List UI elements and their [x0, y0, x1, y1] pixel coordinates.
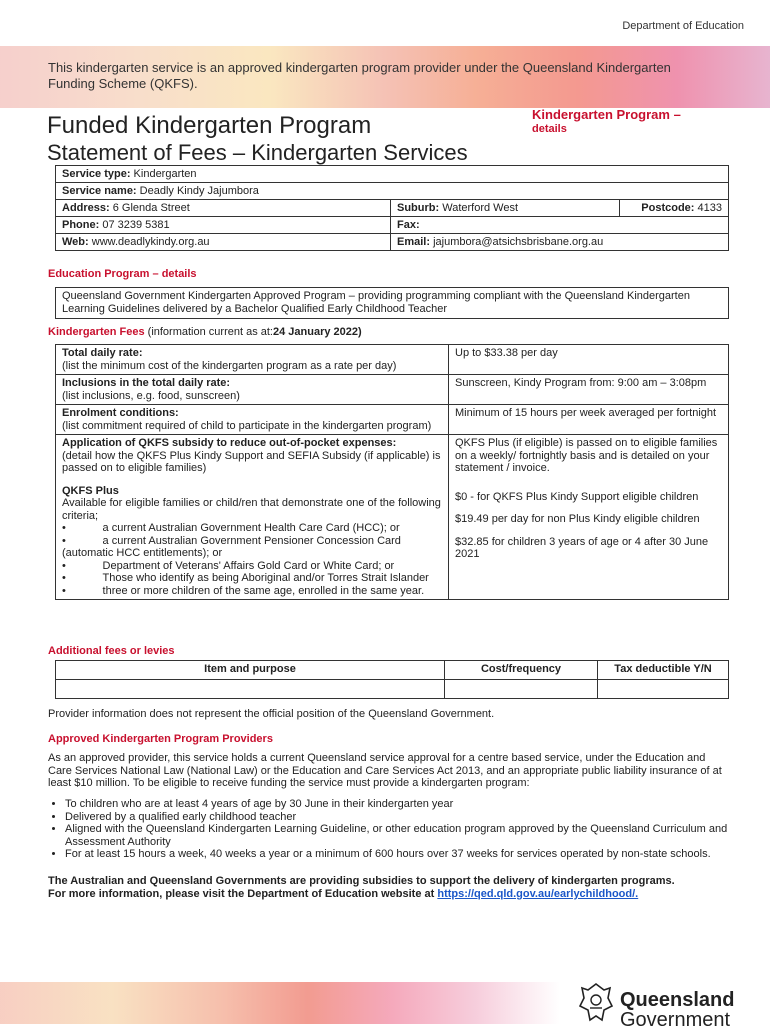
list-item: • To children who are at least 4 years of age by 30 June in their kindergarten year: [65, 798, 745, 811]
address-label: Address:: [62, 202, 110, 214]
col-cost-header: Cost/frequency: [445, 661, 598, 680]
qkfs-plus-desc: Available for eligible families or child/ren that demonstrate one of the following criteria;: [62, 497, 441, 522]
tax-cell: [598, 680, 729, 699]
suburb-label: Suburb:: [397, 202, 440, 214]
qkfs-value: $19.49 per day for non Plus Kindy eligible children: [455, 513, 700, 525]
col-item-header: Item and purpose: [56, 661, 445, 680]
subsidy-desc: (detail how the QKFS Plus Kindy Support and SEFIA Subsidy (if applicable) is passed on to eligible families): [62, 449, 441, 474]
service-type-label: Service type:: [62, 168, 131, 180]
phone-label: Phone:: [62, 219, 100, 231]
criteria-item: • Department of Veterans' Affairs Gold Card or White Card; or: [62, 559, 395, 572]
additional-fees-table: [55, 660, 729, 699]
subsidy-value-cell: [449, 435, 729, 600]
closing-line-2-text: For more information, please visit the Department of Education website at: [48, 887, 435, 900]
suburb-cell: [391, 200, 620, 217]
fee-value: Sunscreen, Kindy Program from: 9:00 am – 3:08pm: [449, 375, 729, 405]
banner-text: This kindergarten service is an approved kindergarten program provider under the Queensland Kindergarten Funding Scheme (QKFS).: [48, 60, 671, 91]
web-cell: [56, 234, 391, 251]
early-childhood-link[interactable]: https://qed.qld.gov.au/earlychildhood/.: [437, 887, 639, 900]
fee-desc: (list inclusions, e.g. food, sunscreen): [62, 389, 240, 402]
table-row: [56, 405, 729, 435]
fee-label: Enrolment conditions:: [62, 407, 179, 419]
qkfs-value: $0 - for QKFS Plus Kindy Support eligible children: [455, 490, 699, 503]
side-heading: [532, 108, 722, 136]
cost-cell: [445, 680, 598, 699]
service-type-value: Kindergarten: [133, 168, 197, 180]
email-cell: [391, 234, 729, 251]
service-details-table: [55, 165, 729, 251]
item-cell: [56, 680, 445, 699]
provider-info: Provider information does not represent the official position of the Queensland Government.: [48, 708, 495, 720]
fee-label-cell: [56, 345, 449, 375]
fee-value: Minimum of 15 hours per week averaged per fortnight: [449, 405, 729, 435]
fee-label: Inclusions in the total daily rate:: [62, 377, 231, 389]
closing-line-2: [48, 888, 738, 901]
fees-heading-line: [48, 326, 362, 338]
fax-cell: [391, 217, 729, 234]
qkfs-value: $32.85 for children 3 years of age or 4 after 30 June 2021: [455, 535, 709, 560]
col-tax-header: Tax deductible Y/N: [598, 661, 729, 680]
fee-label-cell: [56, 405, 449, 435]
page-title: Funded Kindergarten Program: [47, 112, 372, 139]
web-label: Web:: [62, 236, 89, 248]
approved-paragraph: As an approved provider, this service holds a current Queensland service approval for a centre based service, under the Education and Care Services National Law (National Law) or the Education and Care Services Act 2013, and an appropriate public liability insurance of at least $10 million. To be eligible to receive funding the service must provide a kindergarten program:: [48, 752, 722, 790]
list-item: • For at least 15 hours a week, 40 weeks a year or a minimum of 600 hours over 37 weeks for services operated by non-state schools.: [65, 848, 745, 861]
education-box: Queensland Government Kindergarten Approved Program – providing programming compliant with the Queensland Kindergarten Learning Guidelines delivered by a Bachelor Qualified Early Childhood Teacher: [55, 287, 729, 319]
approved-heading: Approved Kindergarten Program Providers: [48, 733, 273, 745]
department-name: Department of Education: [622, 20, 744, 32]
additional-heading: Additional fees or levies: [48, 645, 175, 657]
table-row: [56, 375, 729, 405]
queensland-logo-name: Queensland: [620, 989, 735, 1011]
postcode-value: 4133: [697, 202, 722, 214]
list-item: • Delivered by a qualified early childhood teacher: [65, 811, 745, 824]
table-row: [56, 435, 729, 600]
criteria-item: • a current Australian Government Health Care Card (HCC); or: [62, 522, 400, 534]
closing-line-1: The Australian and Queensland Governments are providing subsidies to support the delivery of kindergarten programs.: [48, 875, 675, 887]
service-type-cell: [56, 166, 729, 183]
service-name-value: Deadly Kindy Jajumbora: [139, 185, 259, 197]
fee-value: Up to $33.38 per day: [449, 345, 729, 375]
address-value: 6 Glenda Street: [112, 202, 190, 214]
table-row: [56, 680, 729, 699]
phone-value: 07 3239 5381: [102, 219, 170, 231]
footer-watercolour-band: [0, 982, 560, 1024]
table-row: [56, 345, 729, 375]
web-value[interactable]: www.deadlykindy.org.au: [91, 236, 210, 248]
queensland-crest-icon: [574, 980, 618, 1024]
education-heading: Education Program – details: [48, 268, 197, 280]
postcode-label: Postcode:: [641, 202, 695, 214]
subsidy-label: Application of QKFS subsidy to reduce out-of-pocket expenses:: [62, 437, 397, 449]
fee-label-cell: [56, 375, 449, 405]
service-name-cell: [56, 183, 729, 200]
phone-cell: [56, 217, 391, 234]
address-cell: [56, 200, 391, 217]
list-item: • Aligned with the Queensland Kindergarten Learning Guideline, or other education program approved by the Queensland Curriculum and Assessment Authority: [65, 823, 745, 848]
fee-label: Total daily rate:: [62, 347, 143, 359]
service-name-label: Service name:: [62, 185, 137, 197]
qkfs-plus-label: QKFS Plus: [62, 484, 119, 497]
fee-desc: (list commitment required of child to participate in the kindergarten program): [62, 419, 432, 432]
subsidy-value: QKFS Plus (if eligible) is passed on to eligible families on a weekly/ fortnightly basis and is detailed on your statement / invoice.: [455, 437, 718, 474]
criteria-item: • Those who identify as being Aboriginal and/or Torres Strait Islander: [62, 572, 429, 584]
fee-desc: (list the minimum cost of the kindergarten program as a rate per day): [62, 359, 397, 372]
fees-note-prefix: (information current as at:: [147, 326, 273, 338]
email-value[interactable]: jajumbora@atsichsbrisbane.org.au: [433, 236, 604, 248]
fax-label: Fax:: [397, 219, 420, 231]
suburb-value: Waterford West: [442, 202, 519, 214]
postcode-cell: [620, 200, 729, 217]
closing-text: [48, 875, 738, 900]
fees-heading: Kindergarten Fees: [48, 326, 145, 338]
queensland-logo-government: Government: [620, 1009, 731, 1031]
email-label: Email:: [397, 236, 431, 248]
approved-bullets: [48, 798, 745, 861]
fees-table: [55, 344, 729, 600]
fees-note-date: 24 January 2022): [273, 326, 362, 338]
side-heading-sub: details: [532, 123, 567, 135]
subsidy-cell: [56, 435, 449, 600]
criteria-item: • a current Australian Government Pensioner Concession Card (automatic HCC entitlements); or: [62, 534, 401, 559]
page-subtitle: Statement of Fees – Kindergarten Services: [47, 140, 468, 165]
criteria-item: • three or more children of the same age, enrolled in the same year.: [62, 584, 425, 597]
side-heading-main: Kindergarten Program –: [532, 107, 681, 122]
